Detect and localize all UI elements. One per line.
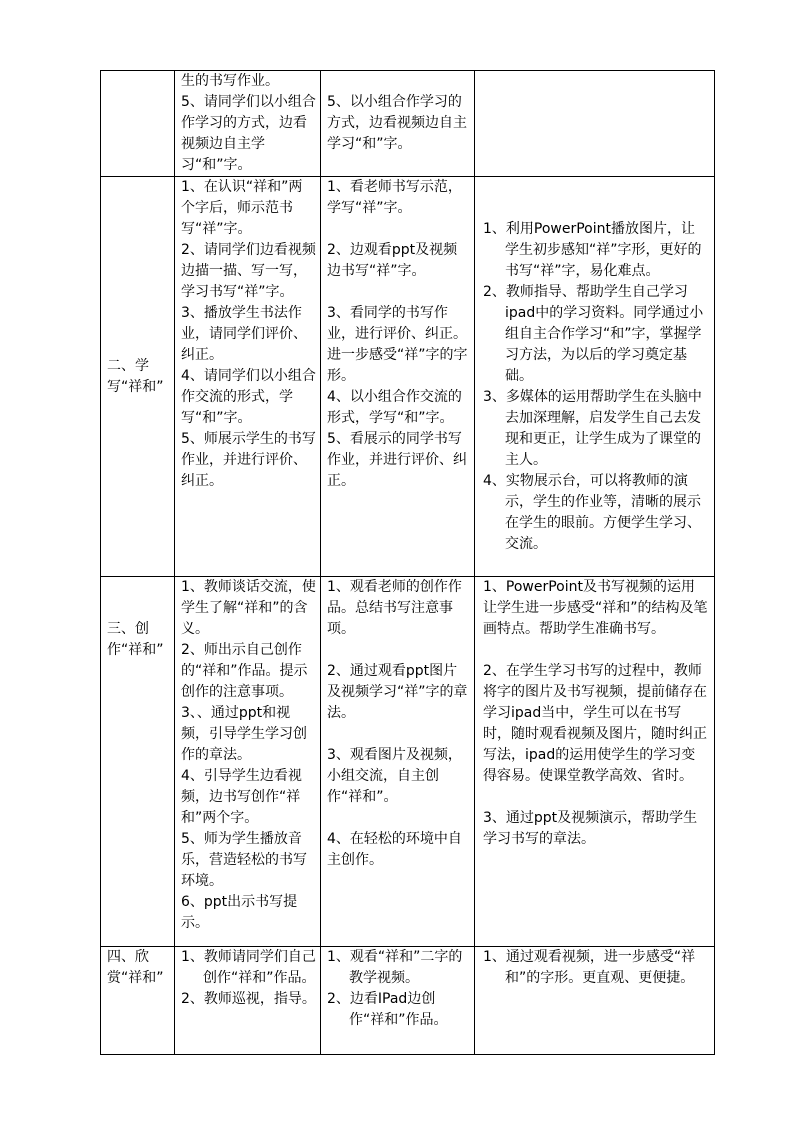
- list-item: 1、利用PowerPoint播放图片，让学生初步感知“祥”字形，更好的书写“祥”字，易化难点。: [483, 221, 702, 279]
- list-item: 5、师展示学生的书写作业，并进行评价、纠正。: [181, 431, 316, 489]
- list-item: 4、请同学们以小组合作交流的形式，学写“和”字。: [181, 368, 316, 426]
- phase-cell: [101, 71, 175, 177]
- list-item: 1、看老师书写示范，学写“祥”字。: [327, 179, 462, 216]
- list-item: 2、教师巡视，指导。: [181, 991, 316, 1007]
- lesson-plan-table: [100, 70, 715, 1055]
- design-intent-cell: [475, 177, 715, 577]
- list-item: 4、实物展示台，可以将教师的演示，学生的作业等，清晰的展示在学生的眼前。方便学生学习、交流。: [483, 473, 701, 552]
- list-item: 5、师为学生播放音乐，营造轻松的书写环境。: [181, 831, 307, 889]
- list-item: 2、师出示自己创作的“祥和”作品。提示创作的注意事项。: [181, 642, 308, 700]
- list-item: 2、边看IPad边创作“祥和”作品。: [327, 991, 448, 1028]
- phase-cell: [101, 947, 175, 1055]
- list-item: 3、观看图片及视频，小组交流，自主创作“祥和”。: [327, 747, 462, 805]
- list-item: 1、PowerPoint及书写视频的运用让学生进一步感受“祥和”的结构及笔画特点。帮助学生准确书写。: [483, 579, 708, 637]
- list-item: 2、边观看ppt及视频边书写“祥”字。: [327, 242, 458, 279]
- list-item: 6、ppt出示书写提示。: [181, 894, 298, 931]
- table-row: [101, 577, 715, 947]
- design-intent-cell: [475, 71, 715, 177]
- list-item: 4、以小组合作交流的形式，学写“和”字。: [327, 389, 462, 426]
- list-item: 5、看展示的同学书写作业，并进行评价、纠正。: [327, 431, 467, 489]
- list-item: 3、多媒体的运用帮助学生在头脑中去加深理解，启发学生自己去发现和更正，让学生成为了课堂的主人。: [483, 389, 702, 468]
- phase-label: 三、创作“祥和”: [107, 621, 164, 658]
- phase-cell: [101, 177, 175, 577]
- student-activity-cell: [321, 71, 475, 177]
- list-item: 3、播放学生书法作业，请同学们评价、纠正。: [181, 305, 307, 363]
- teacher-activity-cell: [175, 577, 321, 947]
- phase-label: 四、欣赏“祥和”: [107, 949, 164, 986]
- table-row: [101, 177, 715, 577]
- teacher-activity-cell: [175, 177, 321, 577]
- student-activity-cell: [321, 177, 475, 577]
- list-item: 1、在认识“祥和”两个字后，师示范书写“祥”字。: [181, 179, 303, 237]
- list-item: 1、教师请同学们自己创作“祥和”作品。: [181, 949, 316, 986]
- list-item: 1、通过观看视频，进一步感受“祥和”的字形。更直观、更便捷。: [483, 949, 696, 986]
- list-item: 4、在轻松的环境中自主创作。: [327, 831, 462, 868]
- list-item: 2、教师指导、帮助学生自己学习ipad中的学习资料。同学通过小组自主合作学习“和”字，掌握学习方法，为以后的学习奠定基础。: [483, 284, 704, 384]
- student-activity-cell: [321, 577, 475, 947]
- phase-label: 二、学写“祥和”: [107, 357, 164, 395]
- table-row: [101, 71, 715, 177]
- list-item: 2、在学生学习书写的过程中，教师将字的图片及书写视频，提前储存在学习ipad当中，学生可以在书写时，随时观看视频及图片，随时纠正写法，ipad的运用使学生的学习变得容易。使课堂教学高效、省时。: [483, 663, 707, 784]
- design-intent-cell: [475, 577, 715, 947]
- list-item: 3、通过ppt及视频演示，帮助学生学习书写的章法。: [483, 810, 698, 847]
- list-item: 5、以小组合作学习的方式，边看视频边自主学习“和”字。: [327, 94, 467, 152]
- teacher-activity-cell: [175, 71, 321, 177]
- student-activity-cell: [321, 947, 475, 1055]
- list-item: 生的书写作业。: [181, 73, 279, 89]
- list-item: 5、请同学们以小组合作学习的方式，边看视频边自主学习“和”字。: [181, 94, 316, 173]
- phase-cell: [101, 577, 175, 947]
- list-item: 1、教师谈话交流，使学生了解“祥和”的含义。: [181, 579, 316, 637]
- list-item: 4、引导学生边看视频，边书写创作“祥和”两个字。: [181, 768, 302, 826]
- list-item: 1、观看“祥和”二字的教学视频。: [327, 949, 463, 986]
- design-intent-cell: [475, 947, 715, 1055]
- list-item: 2、通过观看ppt图片及视频学习“祥”字的章法。: [327, 663, 468, 721]
- teacher-activity-cell: [175, 947, 321, 1055]
- list-item: 3、、通过ppt和视频，引导学生学习创作的章法。: [181, 705, 307, 763]
- list-item: 2、请同学们边看视频边描一描、写一写，学习书写“祥”字。: [181, 242, 316, 300]
- list-item: 3、看同学的书写作业，进行评价、纠正。进一步感受“祥”字的字形。: [327, 305, 468, 384]
- list-item: 1、观看老师的创作作品。总结书写注意事项。: [327, 579, 462, 637]
- table-row: [101, 947, 715, 1055]
